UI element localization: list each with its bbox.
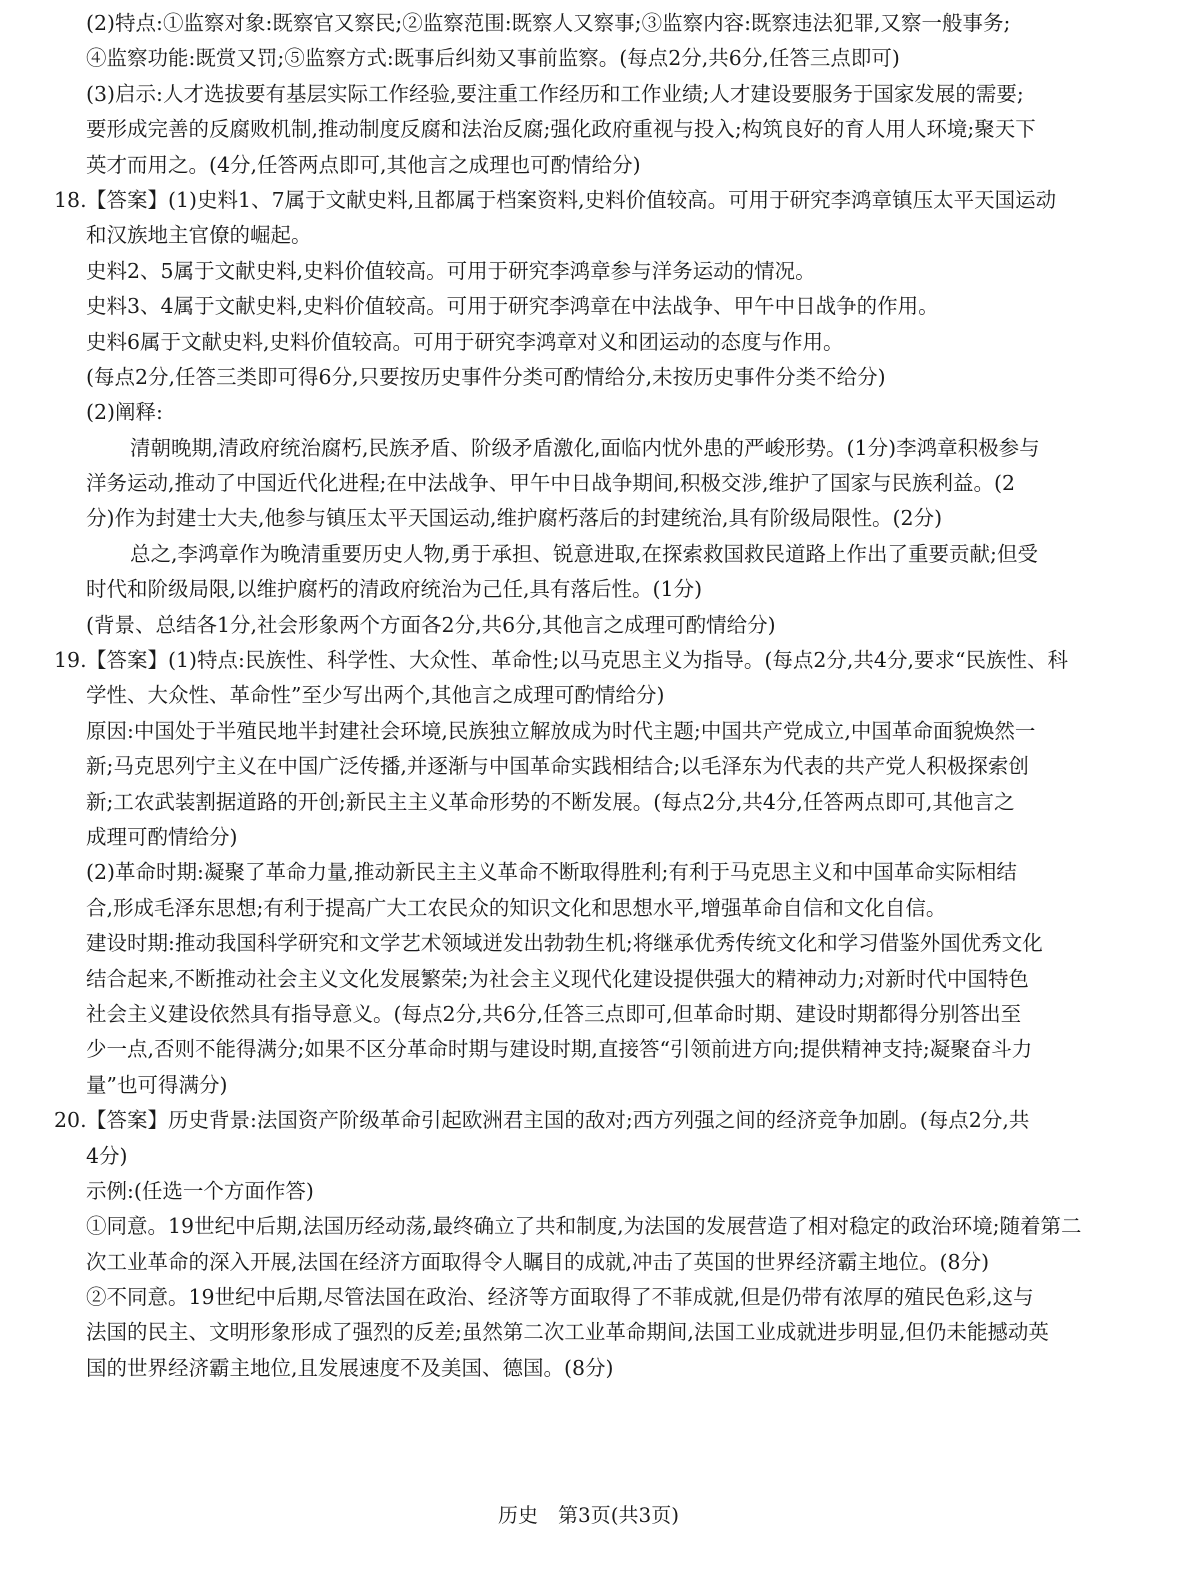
text-line: 史料3、4属于文献史料,史料价值较高。可用于研究李鸿章在中法战争、甲午中日战争的作用。 (86, 294, 939, 319)
text-line: 清朝晚期,清政府统治腐朽,民族矛盾、阶级矛盾激化,面临内忧外患的严峻形势。(1分)李鸿章积极参与 (130, 435, 1040, 460)
text-line: 时代和阶级局限,以维护腐朽的清政府统治为己任,具有落后性。(1分) (86, 577, 703, 602)
text-line: 洋务运动,推动了中国近代化进程;在中法战争、甲午中日战争期间,积极交涉,维护了国家与民族利益。(2 (86, 471, 1015, 496)
question-19-line (54, 643, 1116, 678)
text-line: ④监察功能:既赏又罚;⑤监察方式:既事后纠劾又事前监察。(每点2分,共6分,任答三点即可) (86, 46, 900, 71)
text-line: 【答案】历史背景:法国资产阶级革命引起欧洲君主国的敌对;西方列强之间的经济竞争加剧。(每点2分,共 (86, 1108, 1030, 1133)
page-footer: 历史 第3页(共3页) (497, 1503, 680, 1527)
question-number: 20. (54, 1108, 87, 1133)
text-line: 【答案】(1)史料1、7属于文献史料,且都属于档案资料,史料价值较高。可用于研究李鸿章镇压太平天国运动 (86, 187, 1057, 212)
answer-content (54, 6, 1116, 1386)
text-line: 成理可酌情给分) (86, 824, 238, 849)
text-line: ②不同意。19世纪中后期,尽管法国在政治、经济等方面取得了不菲成就,但是仍带有浓厚的殖民色彩,这与 (86, 1285, 1034, 1310)
text-line: 英才而用之。(4分,任答两点即可,其他言之成理也可酌情给分) (86, 152, 641, 177)
text-line: 示例:(任选一个方面作答) (86, 1178, 314, 1203)
text-line: ①同意。19世纪中后期,法国历经动荡,最终确立了共和制度,为法国的发展营造了相对稳定的政治环境;随着第二 (86, 1214, 1082, 1239)
question-20-line (54, 1103, 1116, 1138)
text-line: 原因:中国处于半殖民地半封建社会环境,民族独立解放成为时代主题;中国共产党成立,中国革命面貌焕然一 (86, 718, 1036, 743)
text-line: (2)阐释: (86, 400, 163, 425)
text-line: 量”也可得满分) (86, 1072, 228, 1097)
text-line: 结合起来,不断推动社会主义文化发展繁荣;为社会主义现代化建设提供强大的精神动力;对新时代中国特色 (86, 966, 1029, 991)
text-line: 【答案】(1)特点:民族性、科学性、大众性、革命性;以马克思主义为指导。(每点2分,共4分,要求“民族性、科 (86, 648, 1068, 673)
text-line: 新;马克思列宁主义在中国广泛传播,并逐渐与中国革命实践相结合;以毛泽东为代表的共产党人积极探索创 (86, 754, 1029, 779)
text-line: 分)作为封建士大夫,他参与镇压太平天国运动,维护腐朽落后的封建统治,具有阶级局限性。(2分) (86, 506, 943, 531)
text-line: 要形成完善的反腐败机制,推动制度反腐和法治反腐;强化政府重视与投入;构筑良好的育人用人环境;聚天下 (86, 117, 1036, 142)
text-line: (2)特点:①监察对象:既察官又察民;②监察范围:既察人又察事;③监察内容:既察违法犯罪,又察一般事务; (86, 11, 1011, 35)
question-18-line (54, 183, 1116, 218)
question-number: 19. (54, 648, 87, 673)
text-line: 少一点,否则不能得满分;如果不区分革命时期与建设时期,直接答“引领前进方向;提供精神支持;凝聚奋斗力 (86, 1037, 1033, 1062)
text-line: 次工业革命的深入开展,法国在经济方面取得令人瞩目的成就,冲击了英国的世界经济霸主地位。(8分) (86, 1249, 990, 1274)
text-line: 4分) (86, 1143, 128, 1168)
text-line: 史料6属于文献史料,史料价值较高。可用于研究李鸿章对义和团运动的态度与作用。 (86, 329, 844, 354)
text-line: 新;工农武装割据道路的开创;新民主主义革命形势的不断发展。(每点2分,共4分,任答两点即可,其他言之 (86, 789, 1015, 814)
text-line: 总之,李鸿章作为晚清重要历史人物,勇于承担、锐意进取,在探索救国救民道路上作出了重要贡献;但受 (130, 541, 1038, 566)
text-line: 和汉族地主官僚的崛起。 (86, 223, 312, 248)
text-line: 国的世界经济霸主地位,且发展速度不及美国、德国。(8分) (86, 1355, 614, 1380)
text-line: 合,形成毛泽东思想;有利于提高广大工农民众的知识文化和思想水平,增强革命自信和文化自信。 (86, 895, 947, 920)
text-line: 建设时期:推动我国科学研究和文学艺术领域迸发出勃勃生机;将继承优秀传统文化和学习借鉴外国优秀文化 (86, 931, 1043, 956)
text-line: (2)革命时期:凝聚了革命力量,推动新民主主义革命不断取得胜利;有利于马克思主义和中国革命实际相结 (86, 860, 1017, 885)
text-line: 社会主义建设依然具有指导意义。(每点2分,共6分,任答三点即可,但革命时期、建设时期都得分别答出至 (86, 1001, 1022, 1026)
text-line: 史料2、5属于文献史料,史料价值较高。可用于研究李鸿章参与洋务运动的情况。 (86, 258, 816, 283)
text-line: 法国的民主、文明形象形成了强烈的反差;虽然第二次工业革命期间,法国工业成就进步明显,但仍未能撼动英 (86, 1320, 1049, 1345)
text-line: (背景、总结各1分,社会形象两个方面各2分,共6分,其他言之成理可酌情给分) (86, 612, 776, 637)
text-line: (3)启示:人才选拔要有基层实际工作经验,要注重工作经历和工作业绩;人才建设要服务于国家发展的需要; (86, 81, 1024, 106)
text-line: (每点2分,任答三类即可得6分,只要按历史事件分类可酌情给分,未按历史事件分类不给分) (86, 364, 886, 389)
question-number: 18. (54, 187, 87, 212)
text-line: 学性、大众性、革命性”至少写出两个,其他言之成理可酌情给分) (86, 683, 665, 708)
